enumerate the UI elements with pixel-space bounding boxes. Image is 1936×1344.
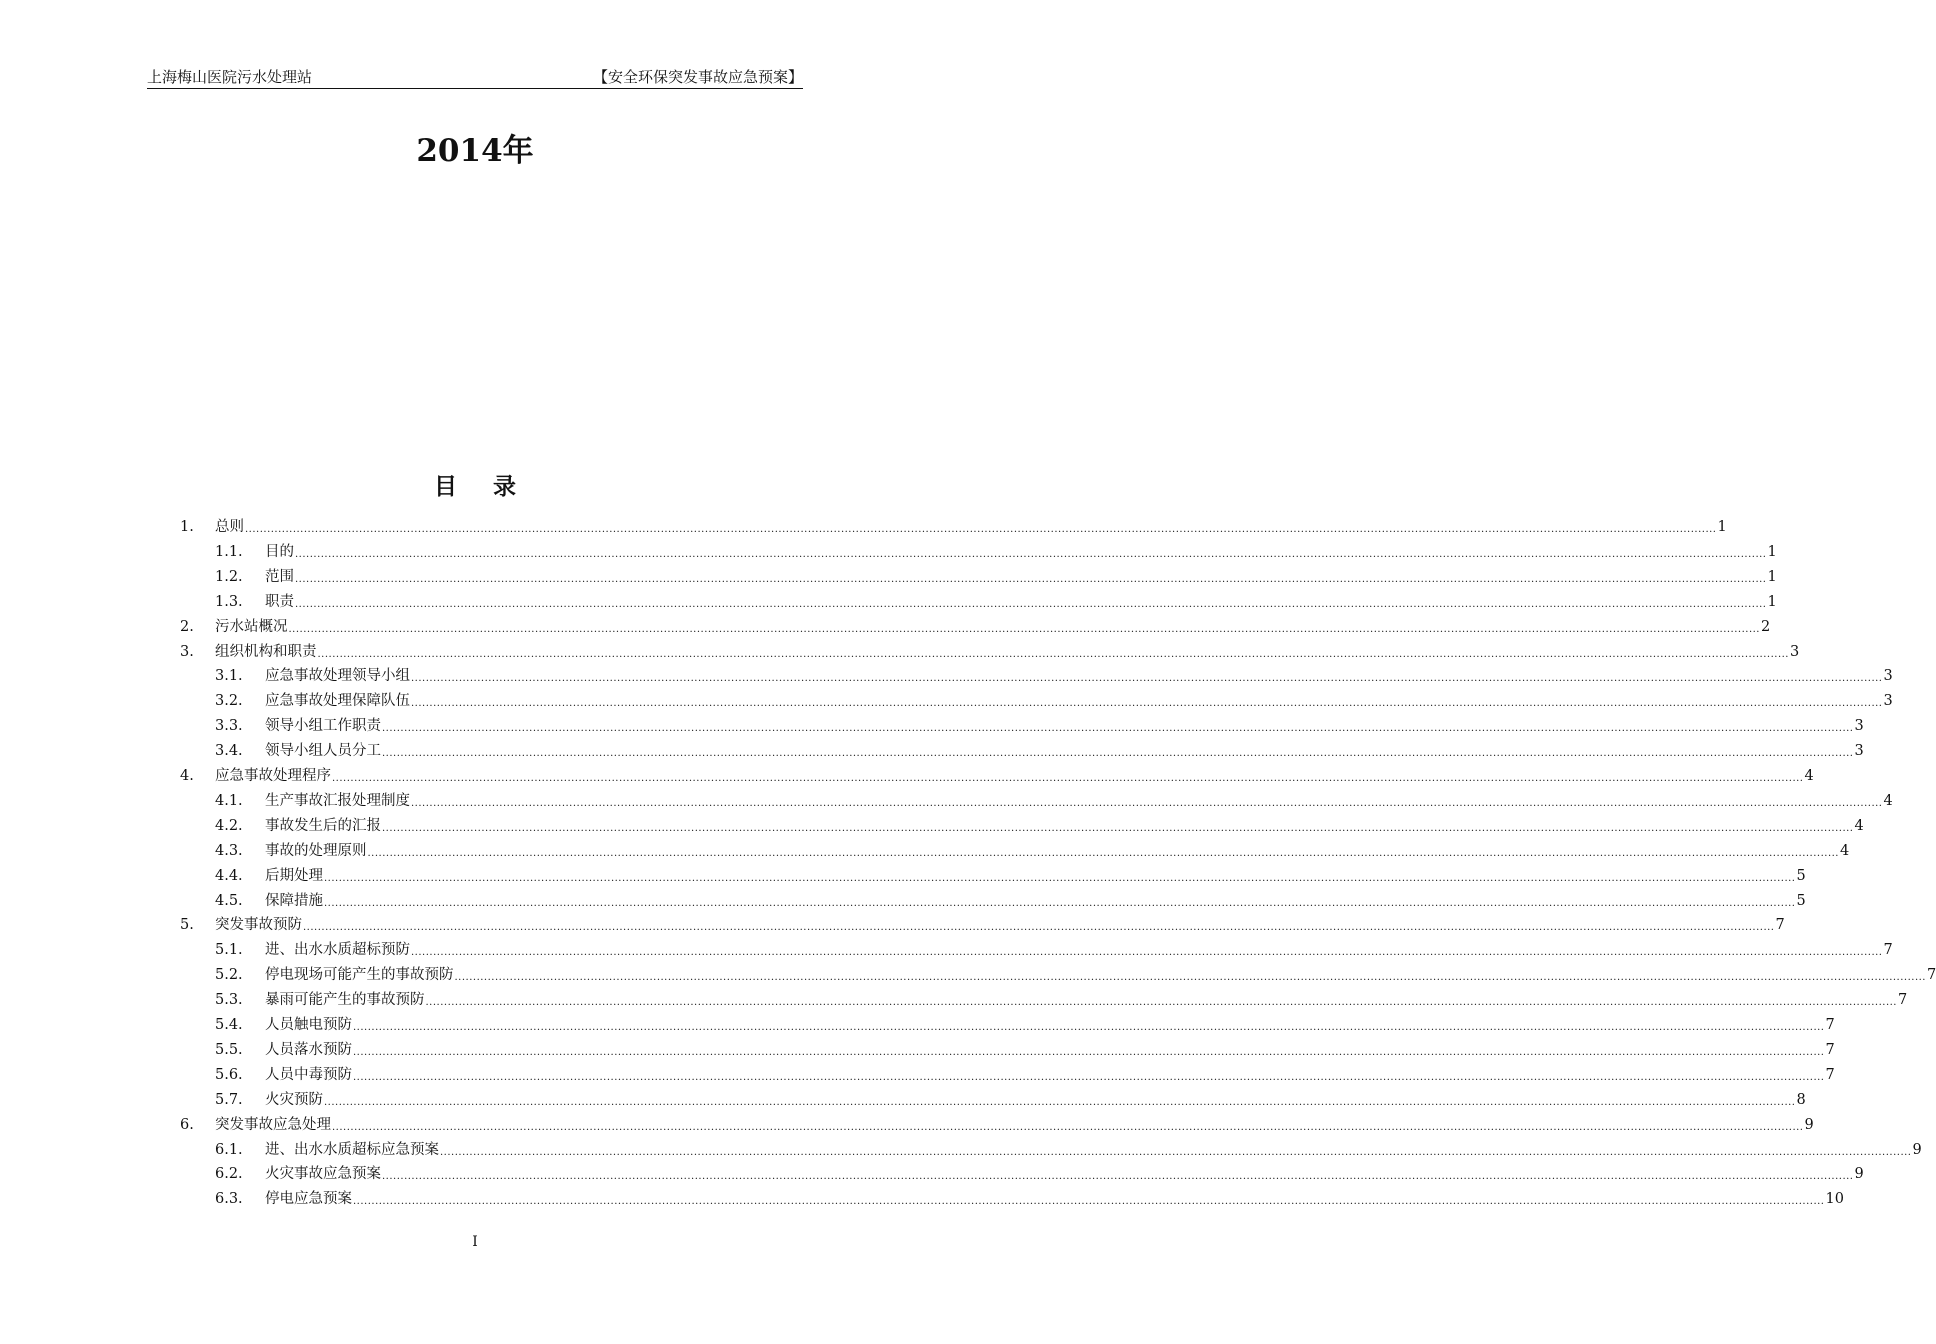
toc-entry[interactable] [215,1138,1922,1163]
toc-dot-leader: ................................................................................................................................................................................................................................................................................................................................................................................................................ [324,872,1796,884]
toc-entry-title: 应急事故处理保障队伍 [265,693,410,710]
toc-dot-leader: ................................................................................................................................................................................................................................................................................................................................................................................................................ [288,623,1760,635]
toc-entry-title: 火灾预防 [265,1091,323,1108]
toc-dot-leader: ................................................................................................................................................................................................................................................................................................................................................................................................................ [317,648,1789,660]
toc-entry-page: 7 [1825,1041,1835,1058]
toc-dot-leader: ................................................................................................................................................................................................................................................................................................................................................................................................................ [411,673,1883,685]
toc-entry-page: 10 [1825,1191,1844,1208]
toc-dot-leader: ................................................................................................................................................................................................................................................................................................................................................................................................................ [295,598,1767,610]
toc-entry[interactable] [215,889,1806,914]
toc-entry[interactable] [215,1013,1835,1038]
toc-entry-page: 1 [1767,543,1777,560]
page-header [147,66,803,89]
toc-entry-title: 人员中毒预防 [265,1066,352,1083]
toc-dot-leader: ................................................................................................................................................................................................................................................................................................................................................................................................................ [411,947,1883,959]
toc-entry-title: 事故的处理原则 [265,842,367,859]
toc-entry-page: 3 [1854,743,1864,760]
toc-entry-page: 1 [1717,519,1727,535]
toc-entry-number: 4.1. [215,792,243,809]
toc-entry[interactable] [215,1063,1835,1088]
toc-entry-page: 4 [1839,842,1850,859]
toc-entry-page: 2 [1760,618,1771,635]
toc-entry[interactable] [215,963,1936,988]
toc-entry-title: 污水站概况 [215,618,288,635]
toc-dot-leader: ................................................................................................................................................................................................................................................................................................................................................................................................................ [382,1171,1854,1183]
toc-entry-page: 1 [1767,593,1777,610]
toc-entry-number: 4.4. [215,867,243,884]
toc-dot-leader: ................................................................................................................................................................................................................................................................................................................................................................................................................ [382,723,1854,735]
toc-entry-title: 后期处理 [265,867,323,884]
toc-entry[interactable] [215,988,1908,1013]
toc-entry-page: 5 [1796,892,1806,909]
toc-dot-leader: ................................................................................................................................................................................................................................................................................................................................................................................................................ [382,822,1854,834]
toc-entry[interactable] [215,689,1893,714]
toc-dot-leader: ................................................................................................................................................................................................................................................................................................................................................................................................................ [324,1096,1796,1108]
toc-entry[interactable] [215,814,1864,839]
toc-entry-title: 暴雨可能产生的事故预防 [265,992,425,1009]
toc-entry-title: 人员落水预防 [265,1041,352,1058]
toc-entry-number: 3.4. [215,743,243,760]
toc-entry-number: 1.2. [215,568,243,585]
toc-dot-leader: ................................................................................................................................................................................................................................................................................................................................................................................................................ [353,1196,1825,1208]
toc-entry-number: 5.6. [215,1066,243,1083]
toc-entry[interactable] [215,1088,1806,1113]
toc-entry-number: 3.1. [215,668,243,685]
toc-entry-title: 应急事故处理程序 [215,768,331,784]
toc-entry-page: 4 [1883,792,1893,809]
toc-entry-page: 7 [1897,992,1908,1009]
toc-entry-page: 5 [1796,867,1806,884]
toc-dot-leader: ................................................................................................................................................................................................................................................................................................................................................................................................................ [367,847,1839,859]
toc-entry-number: 1.3. [215,593,243,610]
toc-entry-title: 突发事故预防 [215,917,302,934]
toc-entry-number: 4.3. [215,842,243,859]
toc-entry[interactable] [215,839,1850,864]
toc-dot-leader: ................................................................................................................................................................................................................................................................................................................................................................................................................ [411,797,1883,809]
toc-entry[interactable] [215,1187,1844,1212]
toc-entry-page: 4 [1804,768,1814,784]
toc-entry-title: 生产事故汇报处理制度 [265,792,410,809]
toc-entry-page: 4 [1854,817,1864,834]
toc-entry-title: 领导小组工作职责 [265,718,381,735]
toc-entry-number: 4.2. [215,817,243,834]
toc-entry[interactable] [180,640,1800,665]
toc-dot-leader: ................................................................................................................................................................................................................................................................................................................................................................................................................ [382,748,1854,760]
toc-title-char: 目 [434,473,457,500]
toc-entry-number: 5.4. [215,1017,243,1033]
toc-entry-title: 保障措施 [265,892,323,909]
toc-dot-leader: ................................................................................................................................................................................................................................................................................................................................................................................................................ [353,1046,1825,1058]
toc-entry-title: 进、出水水质超标应急预案 [265,1141,439,1158]
toc-entry-page: 7 [1883,942,1893,959]
toc-dot-leader: ................................................................................................................................................................................................................................................................................................................................................................................................................ [332,1121,1804,1133]
toc-entry-title: 火灾事故应急预案 [265,1166,381,1183]
toc-entry-title: 总则 [215,519,244,535]
toc-entry-number: 6.2. [215,1166,243,1183]
toc-entry-page: 3 [1883,668,1893,685]
toc-entry-page: 7 [1825,1066,1835,1083]
toc-entry-number: 1.1. [215,543,243,560]
toc-entry-page: 8 [1796,1091,1806,1108]
toc-dot-leader: ................................................................................................................................................................................................................................................................................................................................................................................................................ [295,548,1767,560]
toc-dot-leader: ................................................................................................................................................................................................................................................................................................................................................................................................................ [353,1022,1825,1033]
toc-entry-number: 6.1. [215,1141,243,1158]
toc-entry[interactable] [215,1162,1864,1187]
toc-entry[interactable] [215,938,1893,963]
toc-entry-number: 4. [180,768,194,784]
toc-entry-number: 4.5. [215,892,243,909]
toc-entry-number: 3. [180,643,194,660]
toc-entry[interactable] [180,913,1785,938]
toc-dot-leader: ................................................................................................................................................................................................................................................................................................................................................................................................................ [295,573,1767,585]
toc-entry-page: 3 [1789,643,1800,660]
toc-entry[interactable] [180,515,1727,540]
toc-entry-title: 停电应急预案 [265,1191,352,1208]
toc-entry-page: 7 [1825,1017,1835,1033]
toc-entry[interactable] [180,615,1771,640]
toc-entry-page: 9 [1804,1116,1814,1133]
toc-dot-leader: ................................................................................................................................................................................................................................................................................................................................................................................................................ [425,997,1897,1009]
toc-entry[interactable] [215,864,1806,889]
toc-entry[interactable] [215,565,1777,590]
toc-entry[interactable] [215,789,1893,814]
toc-entry-title: 组织机构和职责 [215,643,317,660]
toc-entry-page: 9 [1854,1166,1864,1183]
toc-entry-title: 人员触电预防 [265,1017,352,1033]
toc-entry-number: 3.2. [215,693,243,710]
toc-dot-leader: ................................................................................................................................................................................................................................................................................................................................................................................................................ [411,698,1883,710]
toc-entry-number: 5.7. [215,1091,243,1108]
toc-entry-number: 6.3. [215,1191,243,1208]
toc-dot-leader: ................................................................................................................................................................................................................................................................................................................................................................................................................ [332,773,1804,784]
toc-entry[interactable] [215,664,1893,689]
toc-entry[interactable] [215,590,1777,615]
toc-dot-leader: ................................................................................................................................................................................................................................................................................................................................................................................................................ [454,972,1926,984]
toc-entry-page: 3 [1854,718,1864,735]
toc-dot-leader: ................................................................................................................................................................................................................................................................................................................................................................................................................ [324,897,1796,909]
toc-dot-leader: ................................................................................................................................................................................................................................................................................................................................................................................................................ [440,1146,1912,1158]
toc-entry-title: 目的 [265,543,294,560]
toc-entry-number: 6. [180,1116,194,1133]
toc-entry-title: 领导小组人员分工 [265,743,381,760]
toc-dot-leader: ................................................................................................................................................................................................................................................................................................................................................................................................................ [245,524,1717,535]
toc-entry-number: 5. [180,917,194,934]
toc-title-char: 录 [493,473,516,500]
toc-dot-leader: ................................................................................................................................................................................................................................................................................................................................................................................................................ [353,1071,1825,1083]
toc-entry-number: 1. [180,519,194,535]
toc-entry[interactable] [180,764,1814,789]
toc-entry-title: 应急事故处理领导小组 [265,668,410,685]
toc-entry-number: 5.2. [215,967,243,984]
toc-entry-page: 7 [1926,967,1936,984]
toc-entry-title: 突发事故应急处理 [215,1116,331,1133]
header-organization: 上海梅山医院污水处理站 [147,68,313,86]
toc-entry-title: 职责 [265,593,294,610]
toc-entry-title: 停电现场可能产生的事故预防 [265,967,454,984]
toc-title [0,470,950,504]
toc-entry-page: 7 [1775,917,1785,934]
toc-entry-page: 1 [1767,568,1777,585]
toc-entry-number: 5.3. [215,992,243,1009]
toc-entry-number: 2. [180,618,194,635]
page-number: I [472,1234,478,1250]
toc-entry-number: 5.1. [215,942,243,959]
toc-entry-title: 进、出水水质超标预防 [265,942,410,959]
toc-dot-leader: ................................................................................................................................................................................................................................................................................................................................................................................................................ [303,922,1775,934]
toc-entry-page: 3 [1883,693,1893,710]
toc-entry[interactable] [215,739,1864,764]
toc-entry[interactable] [180,1113,1814,1138]
header-document-title: 【安全环保突发事故应急预案】 [592,68,803,86]
toc-entry[interactable] [215,1038,1835,1063]
toc-entry[interactable] [215,540,1777,565]
toc-entry-number: 5.5. [215,1041,243,1058]
toc-entry[interactable] [215,714,1864,739]
toc-entry-title: 范围 [265,568,294,585]
toc-entry-number: 3.3. [215,718,243,735]
toc-entry-page: 9 [1912,1141,1922,1158]
toc-entry-title: 事故发生后的汇报 [265,817,381,834]
cover-year: 2014年 [416,133,534,169]
